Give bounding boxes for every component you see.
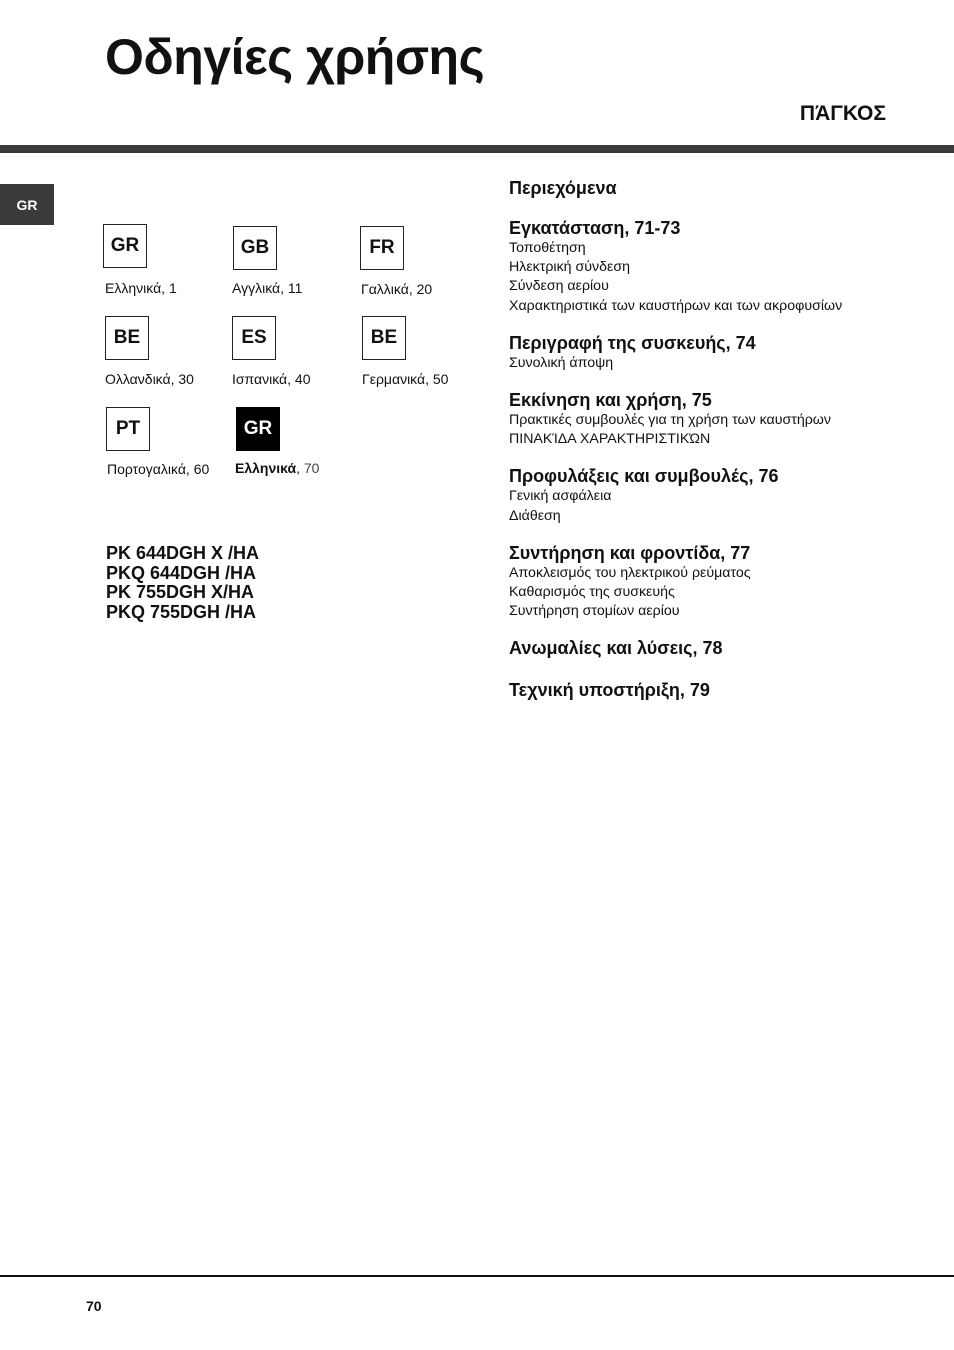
lang-badge-gr[interactable]: GR (103, 224, 147, 268)
footer-divider (0, 1275, 954, 1277)
lang-name: Γερμανικά (362, 371, 426, 387)
lang-badge-be-de[interactable]: BE (362, 316, 406, 360)
toc-section-title[interactable]: Εκκίνηση και χρήση, 75 (509, 390, 712, 411)
lang-name: Αγγλικά (232, 280, 281, 296)
product-type-label: ΠΆΓΚΟΣ (799, 102, 886, 125)
lang-page: 60 (193, 461, 210, 477)
page-number: 70 (86, 1298, 102, 1314)
toc-section-title[interactable]: Προφυλάξεις και συμβουλές, 76 (509, 466, 779, 487)
toc-section-support (509, 679, 929, 701)
lang-badge-es[interactable]: ES (232, 316, 276, 360)
model-number: PKQ 644DGH /HA (106, 562, 257, 583)
lang-page: 11 (287, 280, 303, 296)
toc-item[interactable]: Σύνδεση αερίου (509, 278, 609, 295)
toc-item[interactable]: Αποκλεισμός του ηλεκτρικού ρεύματος (509, 564, 751, 581)
toc-section-precautions (509, 465, 929, 525)
lang-page: 70 (303, 460, 320, 476)
lang-name: Γαλλικά (361, 281, 409, 297)
lang-label-gb: Αγγλικά, 11 (232, 280, 303, 296)
toc-section-title[interactable]: Περιγραφή της συσκευής, 74 (509, 332, 756, 353)
lang-badge-gr-active[interactable]: GR (236, 407, 280, 451)
lang-name: Ελληνικά (235, 460, 297, 476)
model-number: PKQ 755DGH /HA (106, 601, 257, 622)
toc-item[interactable]: Γενική ασφάλεια (509, 488, 612, 505)
lang-label-gr: Ελληνικά, 1 (105, 280, 177, 296)
table-of-contents (509, 178, 929, 717)
lang-badge-be-nl[interactable]: BE (105, 316, 149, 360)
lang-label-es: Ισπανικά, 40 (232, 371, 311, 387)
model-number: PK 755DGH X/HA (106, 582, 255, 602)
toc-section-maintenance (509, 542, 929, 622)
lang-name: Ισπανικά (232, 371, 288, 387)
toc-heading: Περιεχόμενα (509, 178, 617, 198)
toc-item[interactable]: ΠΙΝΑΚΊΔΑ ΧΑΡΑΚΤΗΡΙΣΤΙΚΏΝ (509, 431, 711, 448)
toc-item[interactable]: Χαρακτηριστικά των καυστήρων και των ακροφυσίων (509, 297, 843, 314)
toc-item[interactable]: Συντήρηση στομίων αερίου (509, 603, 680, 620)
lang-page: 1 (168, 280, 177, 296)
toc-section-startup (509, 389, 929, 449)
lang-page: 30 (178, 371, 194, 387)
lang-page: 40 (294, 371, 311, 387)
lang-page: 20 (416, 281, 433, 297)
lang-badge-gb[interactable]: GB (233, 226, 277, 270)
toc-section-troubleshooting (509, 637, 929, 659)
document-title: Οδηγίες χρήσης (105, 29, 485, 85)
toc-section-title[interactable]: Ανωμαλίες και λύσεις, 78 (509, 638, 723, 659)
toc-item[interactable]: Πρακτικές συμβουλές για τη χρήση των καυστήρων (509, 412, 831, 429)
lang-label-fr: Γαλλικά, 20 (361, 281, 433, 297)
lang-badge-fr[interactable]: FR (360, 226, 404, 270)
toc-item[interactable]: Τοποθέτηση (509, 240, 586, 256)
header-divider (0, 145, 954, 153)
toc-section-description (509, 332, 929, 373)
lang-name: Πορτογαλικά (107, 461, 186, 477)
lang-label-be-de: Γερμανικά, 50 (362, 371, 449, 387)
model-list (106, 544, 259, 622)
toc-section-title[interactable]: Συντήρηση και φροντίδα, 77 (509, 542, 751, 563)
lang-label-pt: Πορτογαλικά, 60 (107, 461, 210, 477)
lang-page: 50 (432, 371, 449, 387)
toc-item[interactable]: Συνολική άποψη (509, 354, 614, 371)
lang-name: Ολλανδικά (105, 371, 171, 387)
toc-section-title[interactable]: Εγκατάσταση, 71-73 (509, 218, 681, 238)
language-side-tab: GR (0, 184, 54, 225)
toc-item[interactable]: Καθαρισμός της συσκευής (509, 584, 675, 601)
toc-section-title[interactable]: Τεχνική υποστήριξη, 79 (509, 680, 710, 701)
toc-section-installation (509, 217, 929, 316)
toc-item[interactable]: Ηλεκτρική σύνδεση (509, 259, 630, 276)
model-number: PK 644DGH X /HA (106, 543, 260, 563)
lang-name: Ελληνικά (105, 280, 162, 296)
lang-label-be-nl: Ολλανδικά, 30 (105, 371, 194, 387)
lang-label-gr-active: Ελληνικά, 70 (235, 460, 320, 476)
toc-item[interactable]: Διάθεση (509, 507, 561, 524)
lang-badge-pt[interactable]: PT (106, 407, 150, 451)
